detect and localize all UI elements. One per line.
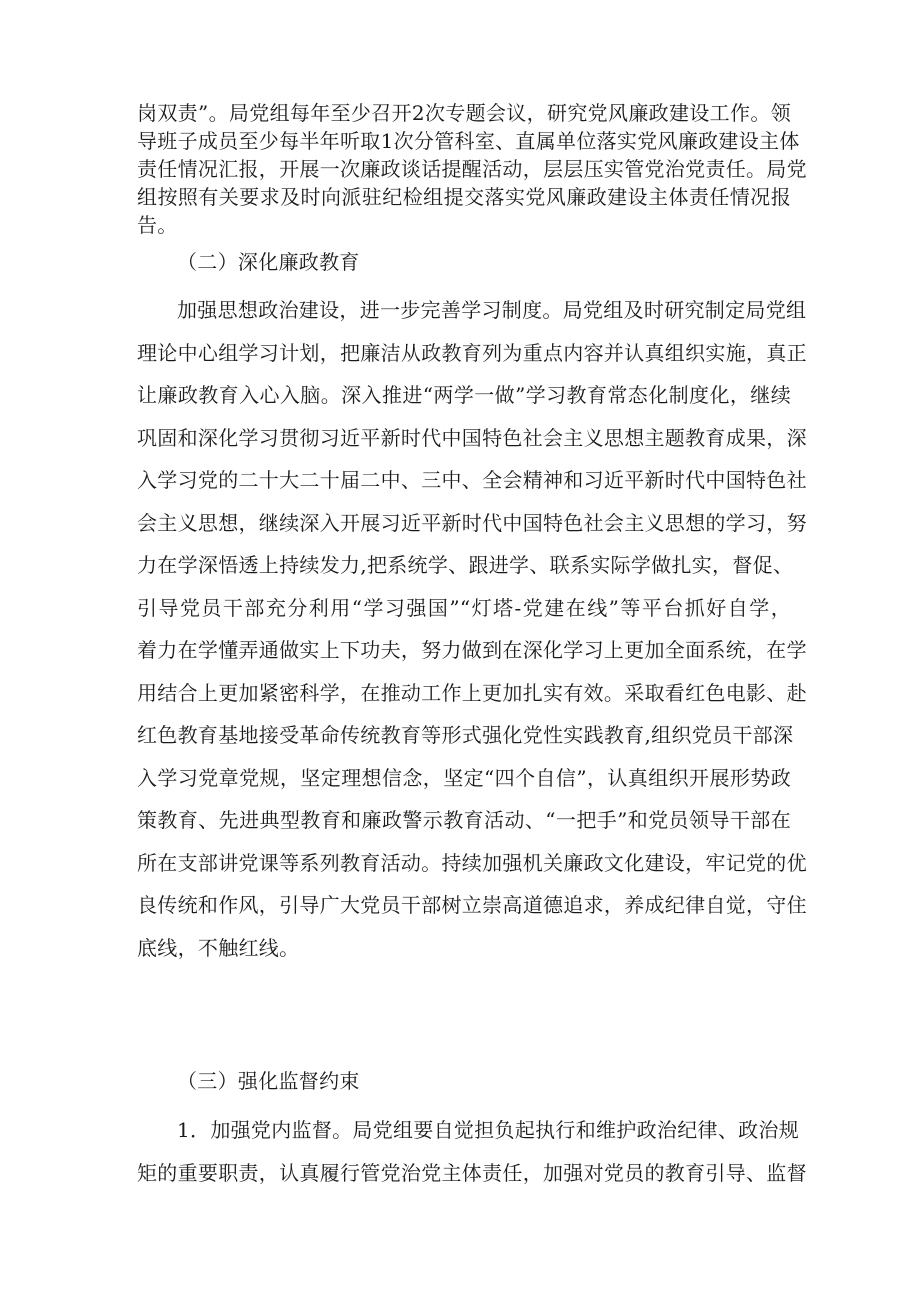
text-line: 会主义思想，继续深入开展习近平新时代中国特色社会主义思想的学习，努 [137, 510, 807, 535]
text-line: 巩固和深化学习贯彻习近平新时代中国特色社会主义思想主题教育成果，深 [137, 425, 807, 450]
text-line: 组按照有关要求及时向派驻纪检组提交落实党风廉政建设主体责任情况报 [137, 185, 791, 209]
paragraph-responsibility [137, 99, 807, 239]
text-line: 导班子成员至少每半年听取1次分管科室、直属单位落实党风廉政建设主体 [137, 129, 800, 153]
paragraph-education [137, 289, 807, 969]
text-line: 红色教育基地接受革命传统教育等形式强化党性实践教育,组织党员干部深 [137, 723, 794, 747]
text-line: 良传统和作风，引导广大党员干部树立崇高道德追求，养成纪律自觉，守住 [137, 893, 807, 917]
text-line: 力在学深悟透上持续发力,把系统学、跟进学、联系实际学做扎实，督促、 [137, 553, 794, 577]
text-line: 所在支部讲党课等系列教育活动。持续加强机关廉政文化建设，牢记党的优 [137, 850, 807, 875]
text-line: 责任情况汇报，开展一次廉政谈话提醒活动，层层压实管党治党责任。局党 [137, 157, 807, 181]
text-line: 策教育、先进典型教育和廉政警示教育活动、“一把手”和党员领导干部在 [137, 808, 791, 832]
section-heading-education: （二）深化廉政教育 [177, 250, 360, 274]
text-line: 入学习党的二十大二十届二中、三中、全会精神和习近平新时代中国特色社 [137, 468, 807, 492]
text-line: 理论中心组学习计划，把廉洁从政教育列为重点内容并认真组织实施，真正 [137, 340, 807, 365]
text-line: 底线，不触红线。 [137, 935, 300, 960]
text-line: 用结合上更加紧密科学，在推动工作上更加扎实有效。采取看红色电影、赴 [137, 680, 807, 705]
text-line: 岗双责”。局党组每年至少召开2次专题会议，研究党风廉政建设工作。领 [137, 101, 791, 125]
text-line: 着力在学懂弄通做实上下功夫，努力做到在深化学习上更加全面系统，在学 [137, 638, 807, 662]
text-line: 1．加强党内监督。局党组要自觉担负起执行和维护政治纪律、政治规 [177, 1118, 800, 1142]
paragraph-supervision [137, 1109, 807, 1194]
text-line: 矩的重要职责，认真履行管党治党主体责任，加强对党员的教育引导、监督 [137, 1160, 807, 1185]
text-line: 加强思想政治建设，进一步完善学习制度。局党组及时研究制定局党组 [177, 298, 807, 322]
text-line: 入学习党章党规，坚定理想信念，坚定“四个自信”，认真组织开展形势政 [137, 765, 791, 790]
text-line: 告。 [137, 213, 178, 237]
text-line: 引导党员干部充分利用“学习强国”“灯塔-党建在线”等平台抓好自学， [137, 595, 791, 620]
section-heading-supervision: （三）强化监督约束 [177, 1069, 360, 1093]
text-line: 让廉政教育入心入脑。深入推进“两学一做”学习教育常态化制度化，继续 [137, 383, 791, 407]
